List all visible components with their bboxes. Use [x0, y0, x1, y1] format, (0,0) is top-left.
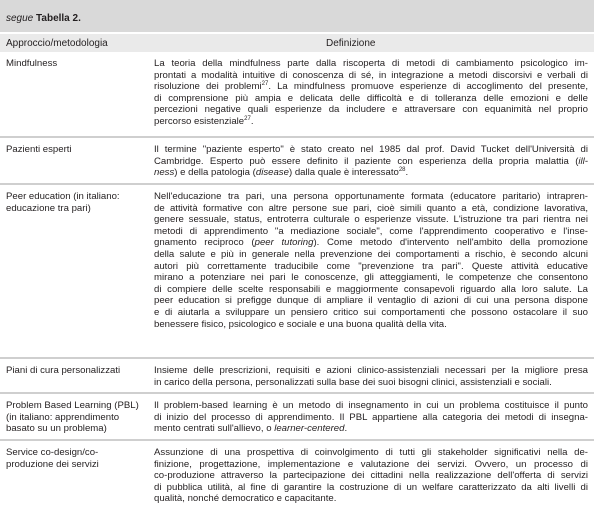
table-row-pazienti-esperti: [0, 138, 594, 183]
row-label: Mindfulness: [6, 58, 58, 69]
table-caption: [0, 0, 594, 32]
table-header: [0, 34, 594, 52]
table-row-peer-education: [0, 185, 594, 357]
row-label: Peer education (in italiano: educazione tra pari): [6, 191, 120, 214]
row-definition: Il termine "paziente esperto" è stato creato nel 1985 dal prof. David Tucket dell'Università di Cambridge. Esperto può essere definito il paziente con esperienza della propria malattia (ill- ness) e della patologia (disease) dalla quale è interessato$^{28}$.: [154, 144, 588, 179]
header-approach: Approccio/metodologia: [6, 38, 108, 49]
row-definition: Il problem-based learning è un metodo di insegnamento in cui un problema costituisce il punto di inizio del processo di apprendimento. Il PBL appartiene alla categoria dei metodi di insegna- mento centrati sull'allievo, o learner-centered.: [154, 400, 588, 435]
table-row-service-co-design: [0, 441, 594, 511]
table-row-piani-di-cura: [0, 359, 594, 392]
row-definition: La teoria della mindfulness parte dalla riscoperta di metodi di cambiamento psicologico im- prontati a modalità intuitive di conoscenza di sé, in integrazione a metodi discorsivi e verbali di risoluzione dei problemi$^{27}$. La mindfulness promuove esperienze di accoglimento del presente, di comprensione più ampia e delicata delle difficoltà e di tolleranza delle emozioni e delle percezioni negative quali esperienze da includere e attraversare con equanimità nel proprio percorso esistenziale$^{27}$.: [154, 58, 588, 127]
caption-table-number: Tabella 2.: [36, 13, 81, 24]
table-row-pbl: [0, 394, 594, 439]
row-definition: Assunzione di una prospettiva di coinvolgimento di tutti gli stakeholder significativi nella de- finizione, progettazione, implementazione e valutazione dei servizi. Ovvero, un processo di co-produzione attraverso la partecipazione dei cittadini nella realizzazione dell'offerta di servizi di pubblica utilità, al fine di garantire la costruzione di un welfare caratterizzato da alti livelli di qualità, nonché democratico e capacitante.: [154, 447, 588, 505]
row-definition: Nell'educazione tra pari, una persona opportunamente formata (educatore paritario) intrapren- de attività formative con altre persone sue pari, cioè simili quanto a età, condizione lavorativa, genere sessuale, status, entroterra culturale o esperienze vissute. L'istruzione tra pari rientra nei metodi di apprendimento "a mediazione sociale", come l'apprendimento cooperativo e l'inse- gnamento reciproco (peer tutoring). Come metodo d'intervento nell'ambito della promozione della salute e più in generale nella prevenzione dei comportamenti a rischio, è secondo alcuni autori più correttamente traducibile come "prevenzione tra pari". Queste attività educative mirano a potenziare nei pari le conoscenze, gli atteggiamenti, le competenze che consentono di compiere delle scelte responsabili e maggiormente consapevoli riguardo alla loro salute. La peer education si prefigge dunque di ampliare il ventaglio di azioni di cui una persona dispone e di aiutarla a sviluppare un pensiero critico sui comportamenti che possono ostacolare il suo benessere fisico, psicologico e sociale e una buona qualità della vita.: [154, 191, 588, 330]
header-definition: Definizione: [326, 38, 376, 49]
row-label: Piani di cura personalizzati: [6, 365, 121, 376]
row-label: Service co-design/co- produzione dei servizi: [6, 447, 99, 470]
row-definition: Insieme delle prescrizioni, requisiti e azioni clinico-assistenziali necessari per la migliore presa in carico della persona, personalizzati sulla base dei suoi bisogni clinici, assistenziali e sociali.: [154, 365, 588, 388]
row-label: Problem Based Learning (PBL) (in italiano: apprendimento basato su un problema): [6, 400, 139, 435]
caption-continued: segue: [6, 13, 34, 24]
table-row-mindfulness: [0, 52, 594, 136]
row-label: Pazienti esperti: [6, 144, 72, 155]
